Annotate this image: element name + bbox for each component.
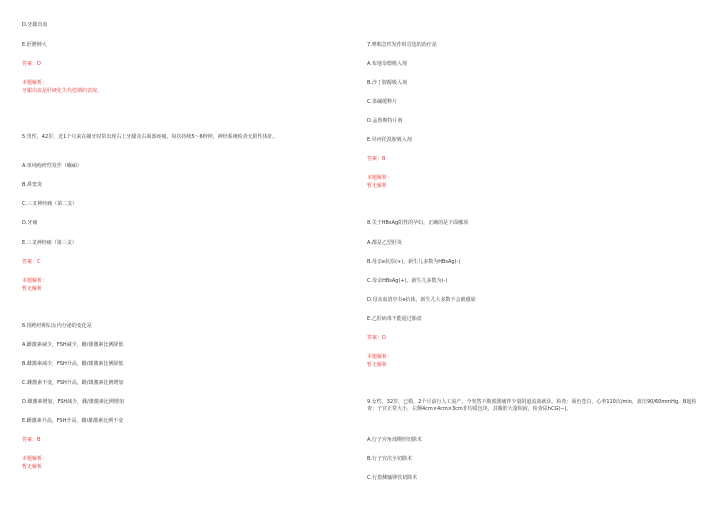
- option-e: E.雌激素升高，FSH升高，雌/雄激素比例不变: [22, 418, 124, 424]
- option-d: D.孟鲁斯特片剂: [367, 118, 403, 124]
- option-b: B.母亲e抗原(+)，新生儿多数为HBsAg(-): [367, 259, 461, 265]
- right-column: [360, 0, 697, 508]
- analysis-text: 暂无解析: [22, 286, 43, 292]
- analysis-text: 暂无解析: [367, 362, 388, 368]
- analysis-title: 本题解析：: [22, 80, 48, 86]
- option-c: C.母亲HBsAg(+)，新生儿多数为(-): [367, 278, 448, 284]
- analysis-text: 牙龈出血是肝硬化失代偿期的表现。: [22, 88, 103, 94]
- option-a: A.单纯疱疹性发作（癫痫）: [22, 163, 82, 169]
- question-stem: 5.男性，42岁，近1个月来在刷牙时常出现右上牙龈及右面部疼痛，每次持续5～6秒钟，神经系统检查无阳性体征。: [22, 134, 278, 140]
- option-e: E.肝脾肿大: [22, 42, 47, 48]
- left-column: [0, 0, 330, 508]
- option-d: D.牙龈出血: [22, 22, 48, 28]
- option-e: E.异丙托溴胺吸入剂: [367, 137, 412, 143]
- option-c: C.雌激素不变，FSH升高，雌/雄激素比例增加: [22, 380, 124, 386]
- option-b: B.沙丁胺醇吸入剂: [367, 80, 408, 86]
- answer: 答案：B: [367, 156, 386, 162]
- analysis-title: 本题解析：: [367, 354, 393, 360]
- option-c: C.行患侧输卵管切除术: [367, 475, 418, 481]
- answer: 答案：C: [22, 259, 41, 265]
- option-d: D.母亲血清中有e抗体，新生儿大多数不会被感染: [367, 297, 476, 303]
- option-e: E.乙肝病毒不能通过胎盘: [367, 316, 422, 322]
- answer: 答案：D: [367, 335, 386, 341]
- answer: 答案：B: [22, 437, 41, 443]
- question-stem: 6.围绝经期妇女内分泌的变化是: [22, 323, 92, 329]
- analysis-title: 本题解析：: [22, 278, 48, 284]
- analysis-title: 本题解析：: [22, 456, 48, 462]
- analysis-title: 本题解析：: [367, 175, 393, 181]
- option-a: A.布地奈德吸入剂: [367, 61, 407, 67]
- question-stem: 9.女性，32岁，已婚，2个月前行人工流产，今突然下腹部剧痛伴少量阴道流血就诊。检查：面色苍白，心率110次/min，血压90/60mmHg，B超检查：子宫正常大小，左侧4cm×4cm×3cm非均质包块，其腹腔大量积液，检查尿hCG(−)。: [367, 399, 697, 412]
- analysis-text: 暂无解析: [367, 183, 388, 189]
- option-b: B.行子宫次全切除术: [367, 456, 413, 462]
- option-c: C.茶碱缓释片: [367, 99, 398, 105]
- option-b: B.鼻窦炎: [22, 182, 43, 188]
- answer: 答案：D: [22, 61, 41, 67]
- option-b: B.雌激素减少，FSH升高，雌/雄激素比例降低: [22, 361, 124, 367]
- question-stem: 7.哮喘急性发作时首选的治疗是: [367, 42, 437, 48]
- question-stem: 8.关于HBsAg阳性的孕妇，正确的是下面哪项: [367, 220, 469, 226]
- analysis-text: 暂无解析: [22, 464, 43, 470]
- option-d: D.牙痛: [22, 220, 38, 226]
- option-a: A.雌激素减少，FSH减少，雌/雄激素比例降低: [22, 342, 124, 348]
- option-c: C.三叉神经痛（第二支）: [22, 201, 78, 207]
- option-e: E.三叉神经痛（第三支）: [22, 240, 77, 246]
- option-a: A.都是乙型肝炎: [367, 240, 402, 246]
- option-a: A.行子宫角部楔形切除术: [367, 437, 422, 443]
- option-d: D.雌激素增加，FSH减少，雌/雄激素比例增加: [22, 399, 124, 405]
